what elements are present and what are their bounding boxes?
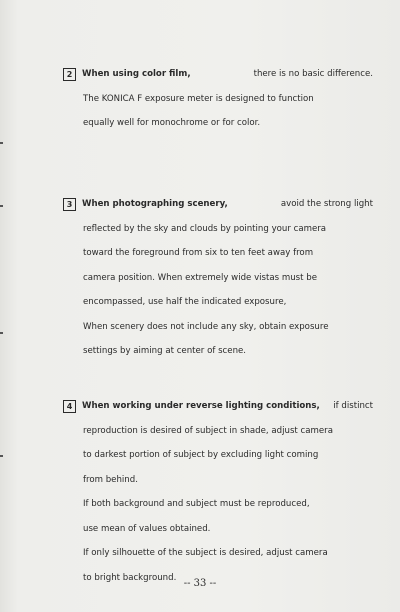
section-text: camera position. When extremely wide vistas must be [83,272,318,283]
section-text: toward the foreground from six to ten feet away from [83,248,314,258]
section-line [63,290,373,315]
section-text: settings by aiming at center of scene. [83,346,247,356]
margin-mark [0,455,3,457]
page-number: -- 33 -- [183,578,217,589]
section-text: If only silhouette of the subject is desired, adjust camera [83,548,328,558]
section-heading: When photographing scenery, [82,199,228,209]
section-heading: When working under reverse lighting conditions, [82,401,320,411]
section-text: to bright background. [83,572,177,583]
section-line [63,517,373,542]
section-text: use mean of values obtained. [83,523,211,534]
section-line [63,266,373,291]
section-line [63,419,373,444]
section-text: there is no basic difference. [253,69,373,79]
section-line [63,111,373,136]
section-4 [63,394,373,590]
section-text: reflected by the sky and clouds by pointing your camera [83,223,327,234]
section-text: avoid the strong light [280,199,373,209]
section-line [63,315,373,340]
section-line [63,492,373,517]
section-number: 2 [63,68,76,81]
section-line [63,87,373,112]
section-line [63,468,373,493]
section-number: 3 [63,198,76,211]
section-text: If both background and subject must be reproduced, [83,499,310,509]
section-line [63,443,373,468]
margin-mark [0,142,3,144]
section-line [63,541,373,566]
margin-mark [0,205,3,207]
section-text: reproduction is desired of subject in shade, adjust camera [83,425,333,436]
section-2 [63,62,373,136]
margin-mark [0,332,3,334]
section-line [63,192,373,217]
section-line [63,217,373,242]
section-text: to darkest portion of subject by excluding light coming [83,450,319,460]
section-line [63,339,373,364]
section-text: equally well for monochrome or for color. [83,118,261,128]
section-number: 4 [63,400,76,413]
section-line [63,241,373,266]
section-text: The KONICA F exposure meter is designed to function [83,93,314,104]
section-3 [63,192,373,364]
section-text: if distinct [333,401,373,411]
section-text: from behind. [83,474,138,485]
section-line [63,394,373,419]
section-text: encompassed, use half the indicated exposure, [83,297,287,307]
section-text: When scenery does not include any sky, obtain exposure [83,321,329,332]
section-heading: When using color film, [82,69,191,79]
section-line [63,62,373,87]
